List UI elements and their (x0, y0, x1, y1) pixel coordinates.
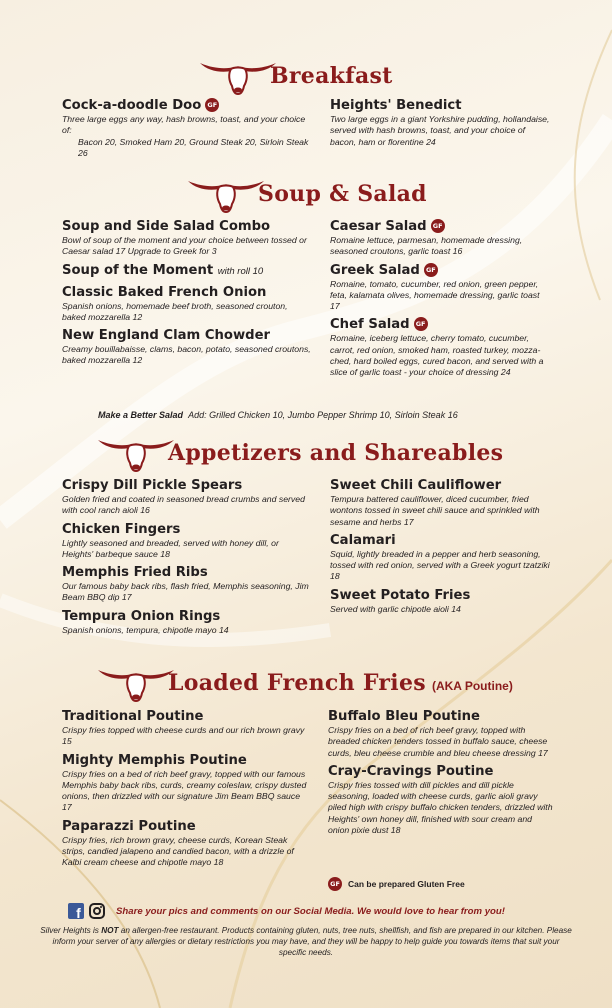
item-description: Squid, lightly breaded in a pepper and herb seasoning, tossed with red onion, served with a Greek yogurt tzatziki 18 (330, 548, 550, 582)
gluten-free-badge: GF (328, 877, 342, 891)
menu-item (330, 263, 550, 313)
item-name: Traditional Poutine (62, 709, 204, 724)
longhorn-icon (186, 172, 266, 216)
item-description: Golden fried and coated in seasoned bread crumbs and served with cool ranch aioli 16 (62, 494, 305, 516)
longhorn-icon (198, 54, 278, 98)
item-name: Calamari (330, 532, 396, 548)
allergen-disclaimer (40, 925, 572, 958)
item-description: Crispy fries topped with cheese curds and our rich brown gravy 15 (62, 725, 305, 747)
menu-item (62, 522, 312, 561)
longhorn-icon (96, 661, 176, 705)
menu-item (62, 263, 312, 280)
soup-salad-right-column (330, 219, 550, 384)
disclaimer-emphasis: NOT (101, 926, 119, 935)
item-description: Lightly seasoned and breaded, served with honey dill, or Heights' barbeque sauce 18 (62, 537, 279, 559)
item-name: Heights' Benedict (330, 98, 462, 113)
gluten-free-legend (328, 877, 465, 891)
menu-item (330, 533, 552, 583)
item-description: Crispy fries on a bed of rich beef gravy, topped with our famous Memphis baby back ribs, curds, creamy coleslaw, crispy dusted onions, then drizzled with our signature Jim Beam BBQ sauce 17 (62, 768, 307, 813)
section-subtitle: (AKA Poutine) (431, 679, 513, 693)
legend-text: Can be prepared Gluten Free (348, 879, 465, 889)
disclaimer-part1: Silver Heights is (40, 926, 102, 935)
menu-item (330, 588, 552, 615)
menu-item (330, 478, 552, 528)
share-message: Share your pics and comments on our Social Media. We would love to hear from you! (116, 905, 505, 917)
item-description: Creamy bouillabaisse, clams, bacon, potato, seasoned croutons, baked mozzarella 12 (62, 344, 311, 366)
facebook-glyph: f (76, 905, 81, 919)
item-name: Soup of the Moment (62, 262, 214, 278)
section-title: Loaded French Fries (168, 670, 426, 696)
item-name: Sweet Potato Fries (330, 587, 471, 603)
longhorn-icon (96, 431, 176, 475)
addon-text: Add: Grilled Chicken 10, Jumbo Pepper Shrimp 10, Sirloin Steak 16 (188, 410, 458, 420)
menu-item (62, 328, 312, 367)
gluten-free-badge: GF (414, 317, 428, 331)
item-name: Buffalo Bleu Poutine (328, 709, 480, 724)
item-description: Bowl of soup of the moment and your choice between tossed or Caesar salad 17 Upgrade to Greek for 3 (62, 235, 307, 257)
menu-item (62, 609, 312, 636)
menu-item (62, 753, 312, 814)
instagram-icon[interactable] (89, 903, 105, 919)
appetizers-right-column (330, 478, 552, 620)
item-description: Crispy fries on a bed of rich beef gravy, topped with breaded chicken tenders tossed in buffalo sauce, cheese curds, bleu cheese crumble and bleu cheese dressing 17 (328, 725, 548, 758)
item-options: Bacon 20, Smoked Ham 20, Ground Steak 20, Sirloin Steak 26 (78, 136, 309, 158)
item-name: Tempura Onion Rings (62, 608, 221, 624)
item-name: Chef Salad (330, 317, 410, 333)
item-name: Memphis Fried Ribs (62, 565, 208, 581)
item-description: Served with garlic chipotle aioli 14 (330, 603, 461, 614)
menu-item (330, 98, 550, 148)
item-description: Romaine lettuce, parmesan, homemade dressing, seasoned croutons, garlic toast 16 (330, 235, 523, 257)
menu-item (330, 317, 550, 378)
item-description: Our famous baby back ribs, flash fried, Memphis seasoning, Jim Beam BBQ dip 17 (62, 581, 309, 603)
gluten-free-badge: GF (205, 98, 219, 112)
menu-item (330, 219, 550, 258)
item-name: Chicken Fingers (62, 521, 181, 537)
item-name: Sweet Chili Cauliflower (330, 478, 502, 493)
salad-addons (98, 410, 458, 420)
item-description: Spanish onions, homemade beef broth, seasoned crouton, baked mozzarella 12 (62, 300, 288, 322)
item-description: Two large eggs in a giant Yorkshire pudding, hollandaise, served with hash browns, toast, and your choice of bacon, ham or florentine 24 (330, 114, 550, 147)
section-header-appetizers (96, 431, 503, 475)
item-name: Classic Baked French Onion (62, 284, 267, 300)
item-name: Cock-a-doodle Doo (62, 98, 202, 113)
menu-item (62, 285, 312, 324)
item-name: New England Clam Chowder (62, 328, 271, 344)
item-description: Crispy fries, rich brown gravy, cheese curds, Korean Steak strips, candied jalapeno and candied bacon, with a drizzle of Kalbi cream cheese and chipotle mayo 18 (62, 834, 294, 868)
menu-item (62, 219, 312, 258)
section-title: Appetizers and Shareables (168, 440, 504, 466)
item-name: Caesar Salad (330, 219, 427, 234)
item-description: Romaine, tomato, cucumber, red onion, green pepper, feta, kalamata olives, homemade dressing, garlic toast 17 (330, 278, 540, 312)
section-title: Breakfast (270, 63, 393, 89)
menu-item (62, 565, 312, 604)
item-description: Romaine, iceberg lettuce, cherry tomato, cucumber, carrot, red onion, smoked ham, roasted turkey, mozza-ched, hard boiled eggs, cured bacon, and served with a slice of garlic toast - your choice of dressing 24 (330, 333, 544, 378)
social-bar (68, 903, 505, 919)
item-description: with roll 10 (217, 265, 264, 277)
facebook-icon[interactable] (68, 903, 84, 919)
menu-item (328, 764, 554, 836)
gluten-free-badge: GF (424, 263, 438, 277)
menu-item (62, 98, 312, 159)
item-name: Crispy Dill Pickle Spears (62, 478, 243, 493)
menu-item (62, 709, 312, 748)
fries-right-column (328, 709, 554, 841)
breakfast-right-column (330, 98, 550, 153)
item-name: Greek Salad (330, 262, 420, 278)
addon-label: Make a Better Salad (98, 410, 184, 420)
disclaimer-part2: an allergen-free restaurant. Products containing gluten, nuts, tree nuts, shellfish, and fish are prepared in our kitchen. Please inform your server of any allergies or dietary restrictions you may have, and they will be happy to help guide you towards items that suit your specific needs. (52, 926, 572, 957)
item-description: Tempura battered cauliflower, diced cucumber, fried wontons tossed in sweet chili sauce and sprinkled with sesame and herbs 17 (330, 494, 540, 527)
item-name: Paparazzi Poutine (62, 818, 196, 834)
gluten-free-badge: GF (431, 219, 445, 233)
section-header-breakfast (198, 54, 393, 98)
item-name: Soup and Side Salad Combo (62, 219, 271, 234)
menu-item (328, 709, 554, 759)
item-name: Mighty Memphis Poutine (62, 752, 247, 768)
soup-salad-left-column (62, 219, 312, 372)
item-description: Crispy fries tossed with dill pickles and dill pickle seasoning, loaded with cheese curds, garlic aioli gravy piled high with crispy buffalo chicken tenders, drizzled with Heights' own honey dill, finished with sour cream and onion pixie dust 18 (328, 779, 553, 836)
menu-item (62, 478, 312, 517)
section-header-fries (96, 661, 513, 705)
item-description: Three large eggs any way, hash browns, toast, and your choice of: (62, 114, 306, 136)
menu-item (62, 819, 312, 869)
fries-left-column (62, 709, 312, 874)
appetizers-left-column (62, 478, 312, 641)
section-title: Soup & Salad (258, 181, 427, 207)
item-description: Spanish onions, tempura, chipotle mayo 14 (62, 624, 229, 635)
section-header-soup-salad (186, 172, 427, 216)
item-name: Cray-Cravings Poutine (328, 763, 494, 779)
breakfast-left-column (62, 98, 312, 164)
